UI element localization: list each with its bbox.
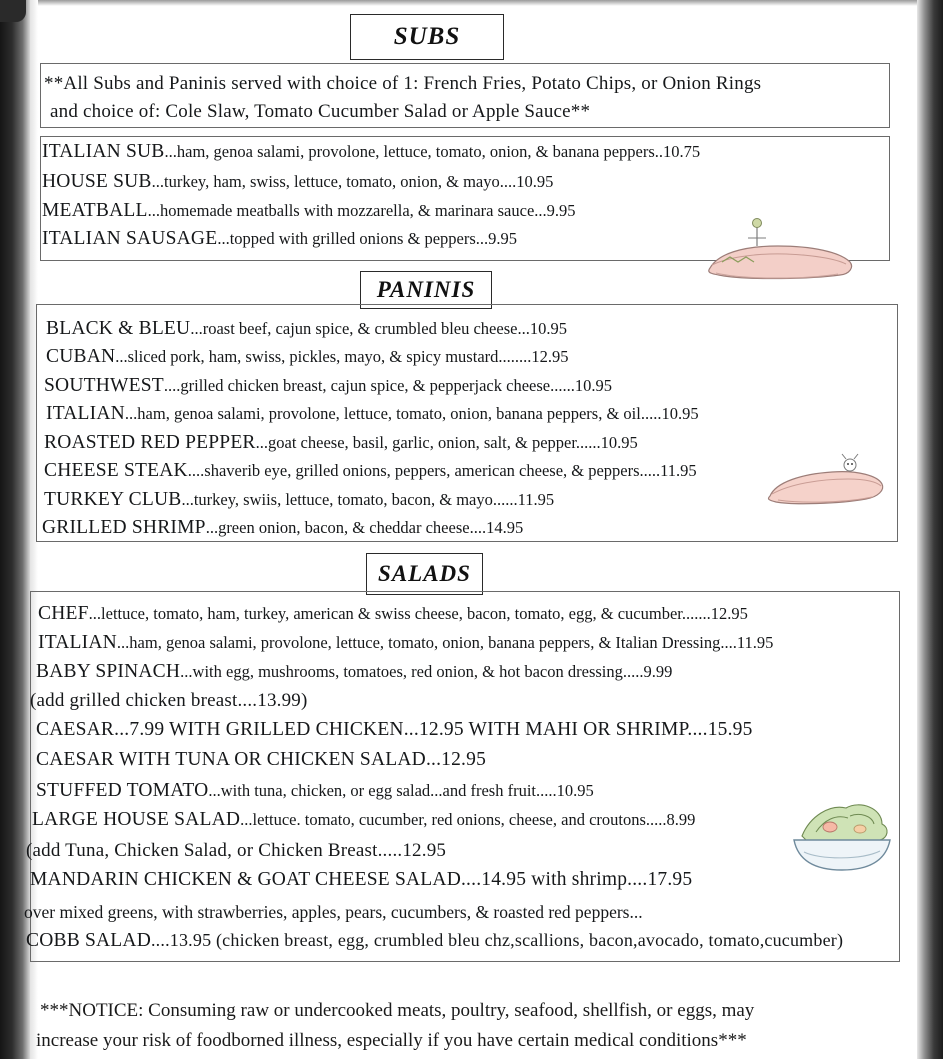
item-name: CHEESE STEAK (44, 460, 188, 481)
item-name: STUFFED TOMATO (36, 780, 209, 801)
panini-item-5 (44, 432, 638, 454)
item-name: ROASTED RED PEPPER (44, 432, 256, 453)
salad-item-2 (38, 632, 773, 654)
item-name: SOUTHWEST (44, 375, 164, 396)
subs-item-4 (42, 228, 517, 250)
item-name: HOUSE SUB (42, 171, 152, 192)
panini-item-3 (44, 375, 612, 397)
section-title-salads (366, 553, 483, 595)
item-desc: ...7.99 WITH GRILLED CHICKEN...12.95 WITH MAHI OR SHRIMP....15.95 (114, 719, 753, 740)
subs-item-2 (42, 171, 553, 193)
item-desc: ...12.95 (425, 749, 487, 770)
item-desc: ...ham, genoa salami, provolone, lettuce, tomato, onion, banana peppers, & oil.....10.95 (124, 404, 699, 423)
notice-line-2: increase your risk of foodborned illness, especially if you have certain medical conditions*** (36, 1030, 747, 1051)
subs-item-3 (42, 200, 576, 222)
item-desc: ...turkey, swiis, lettuce, tomato, bacon, & mayo......11.95 (181, 490, 555, 509)
salad-item-12 (26, 930, 843, 952)
item-name: COBB SALAD (26, 930, 151, 951)
subs-note-line-2: and choice of: Cole Slaw, Tomato Cucumber Salad or Apple Sauce** (50, 101, 591, 122)
item-desc: ...green onion, bacon, & cheddar cheese....14.95 (205, 518, 524, 537)
scan-edge-right (917, 0, 943, 1059)
item-desc: ...topped with grilled onions & peppers...9.95 (217, 229, 518, 248)
item-desc: ...with tuna, chicken, or egg salad...and fresh fruit.....10.95 (208, 781, 594, 800)
section-title-paninis-label: PANINIS (376, 277, 476, 302)
item-desc: ...ham, genoa salami, provolone, lettuce, tomato, onion, banana peppers, & Italian Dressing....11.95 (116, 633, 774, 652)
salad-item-11: over mixed greens, with strawberries, apples, pears, cucumbers, & roasted red peppers... (24, 902, 643, 922)
panini-item-8 (42, 517, 523, 539)
salad-item-9: (add Tuna, Chicken Salad, or Chicken Breast.....12.95 (26, 840, 447, 861)
panini-illustration (762, 450, 887, 512)
salad-bowl-illustration (786, 794, 898, 876)
salad-item-6 (36, 749, 486, 771)
item-desc: ...sliced pork, ham, swiss, pickles, mayo, & spicy mustard........12.95 (115, 347, 569, 366)
item-name: BABY SPINACH (36, 661, 181, 682)
item-name: TURKEY CLUB (44, 489, 182, 510)
item-desc: ...lettuce. tomato, cucumber, red onions, cheese, and croutons.....8.99 (240, 810, 696, 829)
item-desc: ...lettuce, tomato, ham, turkey, american & swiss cheese, bacon, tomato, egg, & cucumber.......12.95 (88, 604, 748, 623)
scan-edge-left (0, 0, 30, 1059)
item-desc: ....13.95 (chicken breast, egg, crumbled bleu chz,scallions, bacon,avocado, tomato,cucumber) (150, 930, 844, 950)
salad-item-8 (32, 809, 695, 831)
item-name: ITALIAN SUB (42, 141, 165, 162)
item-name: CAESAR (36, 719, 115, 740)
item-desc: ...homemade meatballs with mozzarella, & marinara sauce...9.95 (147, 201, 576, 220)
item-name: MANDARIN CHICKEN & GOAT CHEESE SALAD (30, 869, 461, 890)
item-desc: ....14.95 with shrimp....17.95 (460, 869, 693, 890)
panini-item-7 (44, 489, 554, 511)
panini-item-1 (46, 318, 567, 340)
item-name: ITALIAN (46, 403, 125, 424)
panini-item-6 (44, 460, 697, 482)
item-desc: ...turkey, ham, swiss, lettuce, tomato, onion, & mayo....10.95 (151, 172, 554, 191)
item-name: CUBAN (46, 346, 116, 367)
item-desc: ....shaverib eye, grilled onions, peppers, american cheese, & peppers.....11.95 (187, 461, 697, 480)
item-desc: ....grilled chicken breast, cajun spice, & pepperjack cheese......10.95 (163, 376, 612, 395)
item-desc: ...goat cheese, basil, garlic, onion, salt, & pepper......10.95 (255, 433, 638, 452)
item-name: BLACK & BLEU (46, 318, 191, 339)
panini-item-2 (46, 346, 569, 368)
item-name: CHEF (38, 603, 89, 624)
section-title-salads-label: SALADS (378, 561, 471, 586)
item-name: MEATBALL (42, 200, 148, 221)
salad-item-5 (36, 719, 753, 741)
item-name: ITALIAN (38, 632, 117, 653)
salad-item-10 (30, 869, 692, 891)
notice-line-1: ***NOTICE: Consuming raw or undercooked meats, poultry, seafood, shellfish, or eggs, may (40, 1000, 755, 1021)
salad-item-7 (36, 780, 594, 802)
sub-sandwich-illustration (700, 216, 860, 291)
item-desc: ...roast beef, cajun spice, & crumbled bleu cheese...10.95 (190, 319, 567, 338)
item-name: ITALIAN SAUSAGE (42, 228, 218, 249)
item-name: GRILLED SHRIMP (42, 517, 206, 538)
item-desc: ...ham, genoa salami, provolone, lettuce, tomato, onion, & banana peppers..10.75 (164, 142, 701, 161)
section-title-subs (350, 14, 504, 60)
item-name: LARGE HOUSE SALAD (32, 809, 241, 830)
salad-item-1 (38, 603, 748, 625)
salad-item-3 (36, 661, 672, 683)
subs-note-line-1: **All Subs and Paninis served with choice of 1: French Fries, Potato Chips, or Onion Rings (44, 73, 762, 94)
scan-edge-top (30, 0, 943, 6)
item-name: CAESAR WITH TUNA OR CHICKEN SALAD (36, 749, 426, 770)
subs-item-1 (42, 141, 700, 163)
salad-item-4: (add grilled chicken breast....13.99) (30, 690, 308, 711)
item-desc: ...with egg, mushrooms, tomatoes, red onion, & hot bacon dressing.....9.99 (180, 662, 673, 681)
scan-corner-shadow (0, 0, 26, 22)
panini-item-4 (46, 403, 699, 425)
section-title-subs-label: SUBS (393, 23, 461, 50)
